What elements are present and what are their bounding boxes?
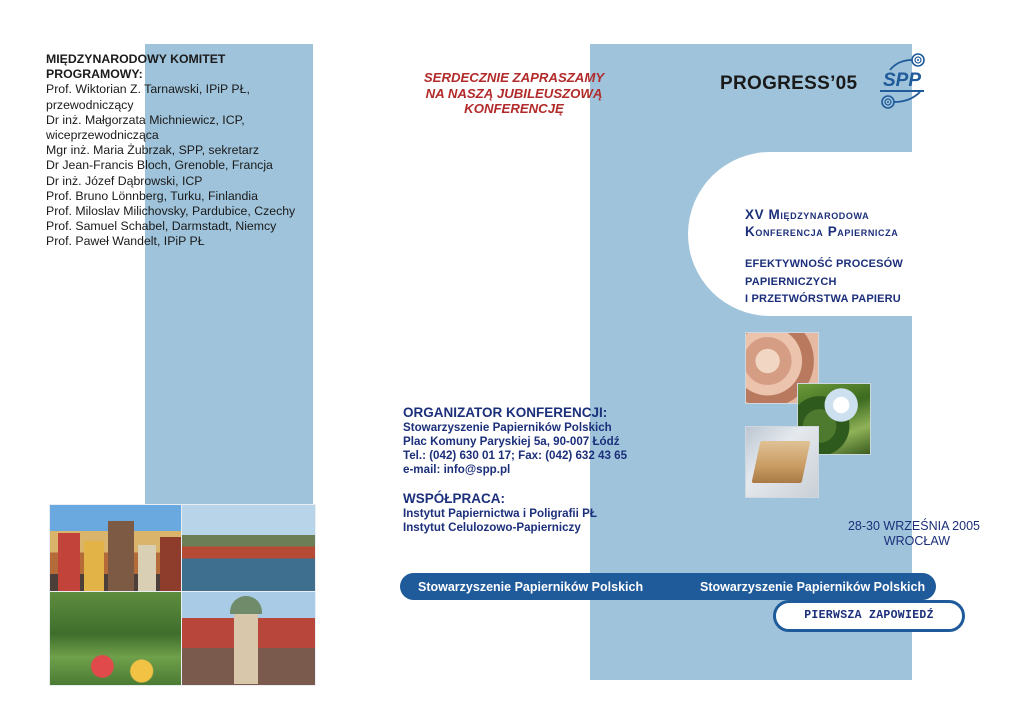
organizer-heading: ORGANIZATOR KONFERENCJI: xyxy=(403,405,608,420)
event-date-place xyxy=(760,519,980,549)
conference-info xyxy=(745,206,945,309)
committee-member: Dr inż. Józef Dąbrowski, ICP xyxy=(46,173,203,188)
conference-title-line: Konferencja Papiernicza xyxy=(745,224,899,239)
program-committee xyxy=(46,52,316,250)
market-square-photo xyxy=(49,504,182,592)
committee-member: Prof. Bruno Lönnberg, Turku, Finlandia xyxy=(46,188,258,203)
organizer-line: Plac Komuny Paryskiej 5a, 90-007 Łódź xyxy=(403,435,620,448)
subtitle-line: PAPIERNICZYCH xyxy=(745,275,837,288)
event-dates: 28-30 WRZEŚNIA 2005 xyxy=(847,519,980,533)
cardboard-box-photo xyxy=(745,426,819,498)
church-photo xyxy=(181,591,316,686)
cooperation-line: Instytut Papiernictwa i Poligrafii PŁ xyxy=(403,507,597,520)
spp-logo-icon xyxy=(880,52,930,110)
city-photo-collage xyxy=(49,504,314,684)
committee-member: wiceprzewodnicząca xyxy=(46,128,159,143)
footer-left-label: Stowarzyszenie Papierników Polskich xyxy=(418,580,644,594)
logo-text: SPP xyxy=(883,70,922,91)
organizer-line: Tel.: (042) 630 01 17; Fax: (042) 632 43 65 xyxy=(403,449,628,462)
footer-right-label: Stowarzyszenie Papierników Polskich xyxy=(700,580,926,594)
cooperation-heading: WSPÓŁPRACA: xyxy=(403,491,505,506)
conference-title-line: XV Międzynarodowa xyxy=(745,207,870,222)
invitation-line: SERDECZNIE ZAPRASZAMY xyxy=(423,70,605,85)
committee-member: Dr inż. Małgorzata Michniewicz, ICP, xyxy=(46,112,245,127)
committee-member: Prof. Paweł Wandelt, IPiP PŁ xyxy=(46,234,205,249)
conference-subtitle xyxy=(745,256,945,309)
footer-bar xyxy=(400,573,936,600)
announcement-badge: PIERWSZA ZAPOWIEDŹ xyxy=(773,600,965,632)
invitation-line: NA NASZĄ JUBILEUSZOWĄ xyxy=(425,85,603,101)
committee-member: Dr Jean-Francis Bloch, Grenoble, Francja xyxy=(46,158,273,173)
committee-member: Prof. Miloslav Milichovsky, Pardubice, Czechy xyxy=(46,204,296,219)
organizer-line: Stowarzyszenie Papierników Polskich xyxy=(403,421,612,434)
subtitle-line: I PRZETWÓRSTWA PAPIERU xyxy=(745,293,901,305)
riverside-photo xyxy=(181,504,316,592)
invitation-text xyxy=(398,70,630,117)
organizer-email: e-mail: info@spp.pl xyxy=(403,463,511,476)
invitation-line: KONFERENCJĘ xyxy=(464,101,564,117)
committee-member: Prof. Wiktorian Z. Tarnawski, IPiP PŁ, xyxy=(46,82,250,97)
committee-member: przewodniczący xyxy=(46,97,134,112)
committee-member: Mgr inż. Maria Żubrzak, SPP, sekretarz xyxy=(46,143,259,158)
garden-photo xyxy=(49,591,182,686)
spp-logo xyxy=(880,52,930,110)
cooperation-line: Instytut Celulozowo-Papierniczy xyxy=(403,521,581,534)
subtitle-line: EFEKTYWNOŚĆ PROCESÓW xyxy=(745,258,904,270)
organizer-block xyxy=(403,404,663,477)
event-brand-title: PROGRESS’05 xyxy=(720,73,858,94)
event-city: WROCŁAW xyxy=(883,534,950,548)
cooperation-block xyxy=(403,490,663,535)
committee-member: Prof. Samuel Schabel, Darmstadt, Niemcy xyxy=(46,219,277,234)
committee-title: MIĘDZYNARODOWY KOMITET PROGRAMOWY: xyxy=(46,52,226,82)
